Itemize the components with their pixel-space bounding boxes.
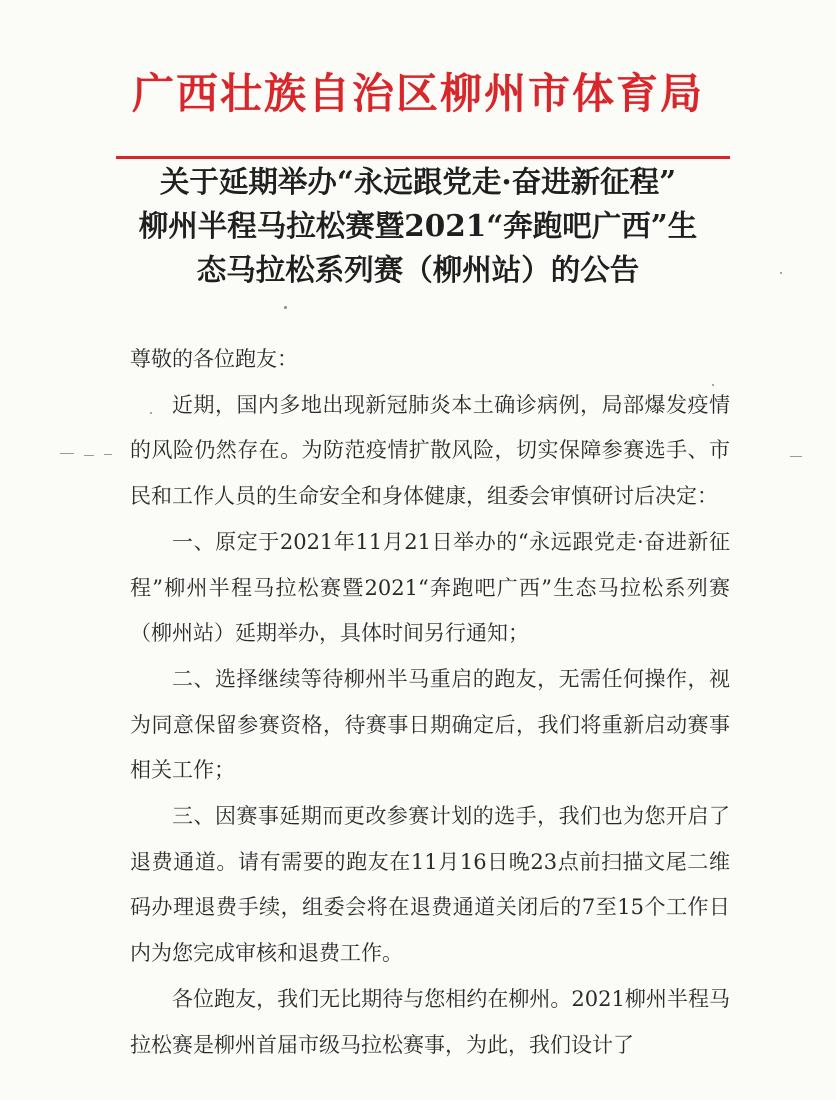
notice-title: [60, 160, 776, 292]
scan-mark: [104, 454, 112, 455]
paragraph-closing: 各位跑友，我们无比期待与您相约在柳州。2021柳州半程马拉松赛是柳州首届市级马拉松赛事，为此，我们设计了: [130, 986, 730, 1057]
scan-mark: [84, 455, 94, 456]
paragraph-item-3: 三、因赛事延期而更改参赛计划的选手，我们也为您开启了退费通道。请有需要的跑友在11月16日晚23点前扫描文尾二维码办理退费手续，组委会将在退费通道关闭后的7至15个工作日内为您完成审核和退费工作。: [130, 804, 730, 966]
red-divider-line: [116, 156, 730, 159]
scan-mark: [60, 453, 74, 454]
paragraph-intro: 近期，国内多地出现新冠肺炎本土确诊病例，局部爆发疫情的风险仍然存在。为防范疫情扩散风险，切实保障参赛选手、市民和工作人员的生命安全和身体健康，组委会审慎研讨后决定：: [130, 392, 730, 509]
notice-title-line-2: 柳州半程马拉松赛暨2021“奔跑吧广西”生: [138, 208, 698, 243]
paragraph-item-1: 一、原定于2021年11月21日举办的“永远跟党走·奋进新征程”柳州半程马拉松赛暨2021“奔跑吧广西”生态马拉松系列赛（柳州站）延期举办，具体时间另行通知；: [130, 529, 730, 646]
paragraph-item-2: 二、选择继续等待柳州半马重启的跑友，无需任何操作，视为同意保留参赛资格，待赛事日期确定后，我们将重新启动赛事相关工作；: [130, 666, 730, 783]
notice-title-line-3: 态马拉松系列赛（柳州站）的公告: [196, 252, 640, 287]
scan-mark: [790, 456, 802, 457]
notice-body: [130, 337, 730, 1068]
scan-speck: [712, 384, 714, 386]
issuing-organization-header: 广西壮族自治区柳州市体育局: [131, 69, 704, 118]
scan-speck: [150, 412, 152, 414]
scan-speck: [780, 272, 782, 274]
notice-title-line-1: 关于延期举办“永远跟党走·奋进新征程”: [159, 164, 677, 199]
salutation: 尊敬的各位跑友：: [130, 347, 298, 371]
scan-speck: [284, 306, 287, 309]
